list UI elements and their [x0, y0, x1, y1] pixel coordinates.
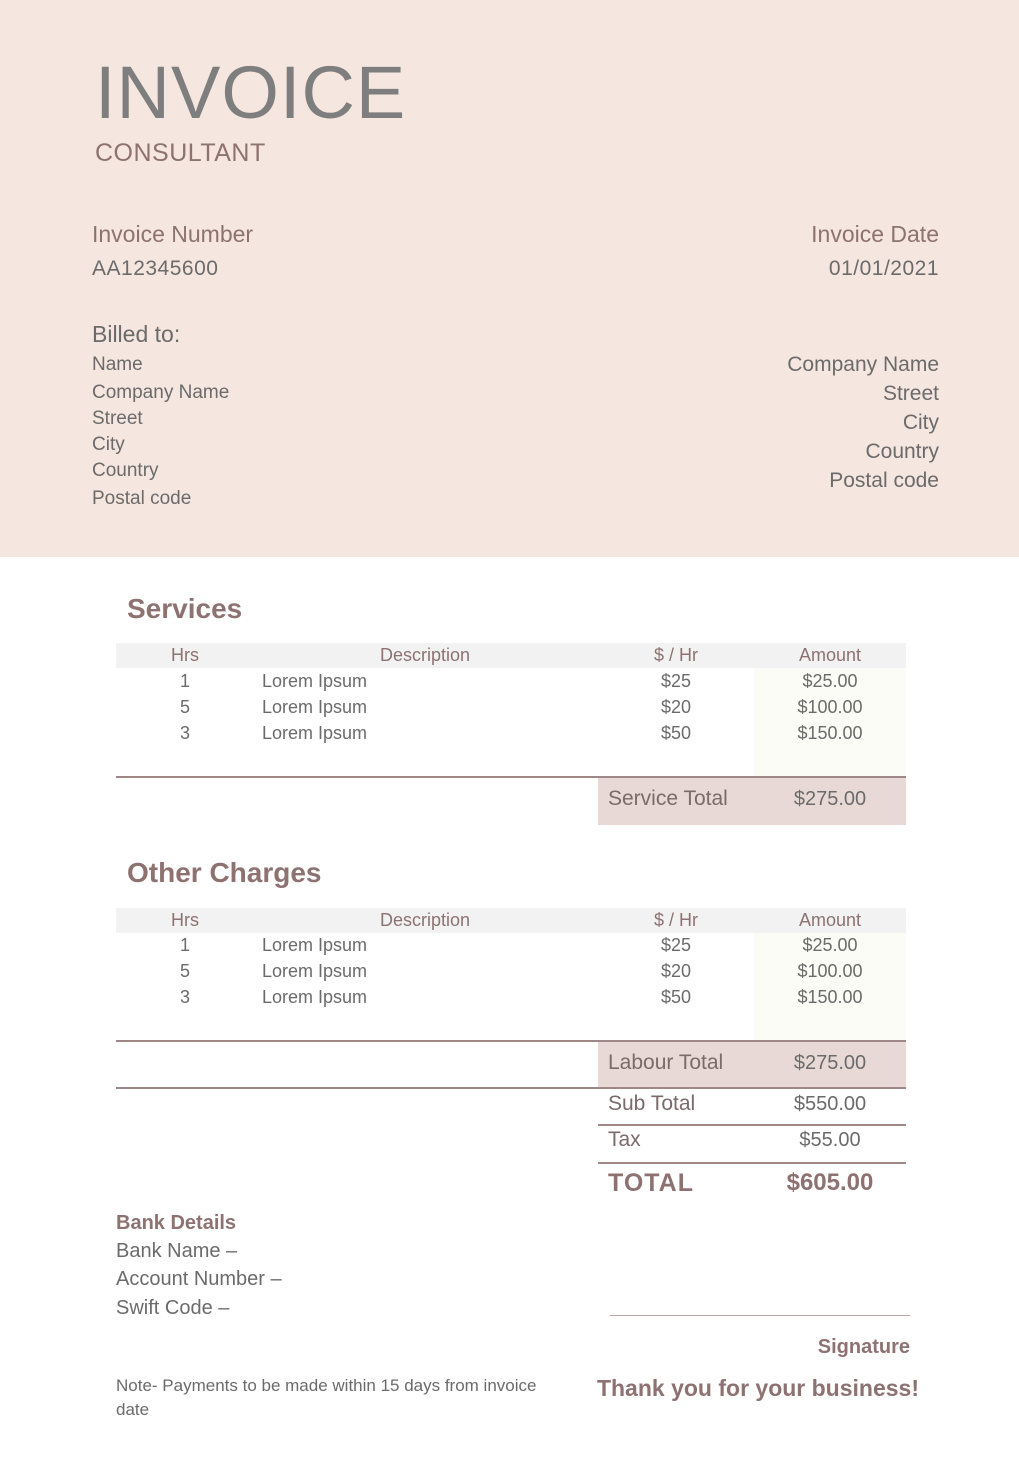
invoice-date: 01/01/2021: [828, 257, 939, 280]
col-rate: $ / Hr: [653, 910, 698, 930]
billed-to-name: Name: [92, 354, 143, 375]
services-table-header: [116, 643, 906, 668]
cell-rate: $50: [660, 723, 692, 743]
grand-total-value: $605.00: [786, 1169, 874, 1196]
cell-description: Lorem Ipsum: [262, 723, 368, 743]
table-row: [116, 720, 906, 746]
cell-description: Lorem Ipsum: [262, 697, 368, 717]
invoice-number: AA12345600: [92, 257, 219, 280]
subtotal-label: Sub Total: [608, 1092, 696, 1115]
cell-hrs: 1: [179, 935, 190, 955]
payment-note: Note- Payments to be made within 15 days from invoice date: [116, 1376, 537, 1419]
account-number: Account Number –: [116, 1268, 282, 1290]
from-street: Street: [882, 382, 939, 405]
from-country: Country: [865, 440, 939, 463]
col-amount: Amount: [798, 910, 862, 930]
billed-to-postal-code: Postal code: [92, 488, 192, 509]
tax-value: $55.00: [799, 1129, 861, 1151]
tax-label: Tax: [608, 1128, 641, 1151]
cell-description: Lorem Ipsum: [262, 987, 368, 1007]
service-total-label: Service Total: [608, 787, 728, 810]
cell-amount: $100.00: [797, 697, 863, 717]
cell-hrs: 5: [179, 697, 190, 717]
cell-hrs: 3: [179, 723, 190, 743]
col-description: Description: [379, 910, 471, 930]
tax-divider: [598, 1162, 906, 1164]
table-row: [116, 694, 906, 720]
services-title: Services: [127, 593, 243, 624]
col-description: Description: [379, 645, 471, 665]
invoice-subtitle: CONSULTANT: [95, 139, 266, 167]
swift-code: Swift Code –: [116, 1297, 230, 1319]
cell-amount: $100.00: [797, 961, 863, 981]
labour-total-divider: [116, 1087, 906, 1089]
subtotal-value: $550.00: [793, 1093, 867, 1115]
other-charges-table-header: [116, 908, 906, 933]
other-charges-title: Other Charges: [127, 857, 322, 888]
cell-amount: $150.00: [797, 987, 863, 1007]
billed-to-label: Billed to:: [92, 321, 181, 347]
cell-description: Lorem Ipsum: [262, 935, 368, 955]
invoice-date-label: Invoice Date: [811, 221, 939, 247]
cell-hrs: 3: [179, 987, 190, 1007]
cell-amount: $25.00: [802, 935, 858, 955]
cell-rate: $25: [660, 935, 692, 955]
cell-hrs: 5: [179, 961, 190, 981]
cell-rate: $20: [660, 961, 692, 981]
subtotal-divider: [598, 1124, 906, 1126]
service-total-value: $275.00: [793, 788, 867, 810]
billed-to-city: City: [92, 434, 125, 455]
cell-description: Lorem Ipsum: [262, 671, 368, 691]
labour-total-box: [598, 1042, 906, 1089]
service-total-box: [598, 778, 906, 825]
from-postal-code: Postal code: [829, 469, 939, 492]
cell-amount: $150.00: [797, 723, 863, 743]
cell-amount: $25.00: [802, 671, 858, 691]
billed-to-company: Company Name: [92, 382, 230, 403]
col-hrs: Hrs: [171, 910, 199, 930]
from-city: City: [902, 411, 939, 434]
labour-total-value: $275.00: [793, 1052, 867, 1074]
bank-details-title: Bank Details: [116, 1212, 237, 1234]
col-rate: $ / Hr: [653, 645, 698, 665]
col-hrs: Hrs: [171, 645, 199, 665]
signature-label: Signature: [817, 1336, 910, 1358]
from-company: Company Name: [787, 353, 939, 376]
col-amount: Amount: [798, 645, 862, 665]
cell-description: Lorem Ipsum: [262, 961, 368, 981]
labour-total-label: Labour Total: [608, 1051, 724, 1074]
billed-to-country: Country: [92, 460, 159, 481]
invoice-title: INVOICE: [95, 51, 407, 134]
thank-you-message: Thank you for your business!: [596, 1375, 919, 1401]
grand-total-label: TOTAL: [608, 1169, 695, 1197]
table-row: [116, 958, 906, 984]
table-row: [116, 932, 906, 958]
cell-rate: $50: [660, 987, 692, 1007]
cell-rate: $20: [660, 697, 692, 717]
signature-line: [610, 1315, 910, 1316]
cell-hrs: 1: [179, 671, 190, 691]
cell-rate: $25: [660, 671, 692, 691]
invoice-number-label: Invoice Number: [92, 221, 254, 247]
table-row: [116, 668, 906, 694]
table-row: [116, 984, 906, 1010]
billed-to-street: Street: [92, 408, 143, 429]
bank-name: Bank Name –: [116, 1240, 238, 1262]
